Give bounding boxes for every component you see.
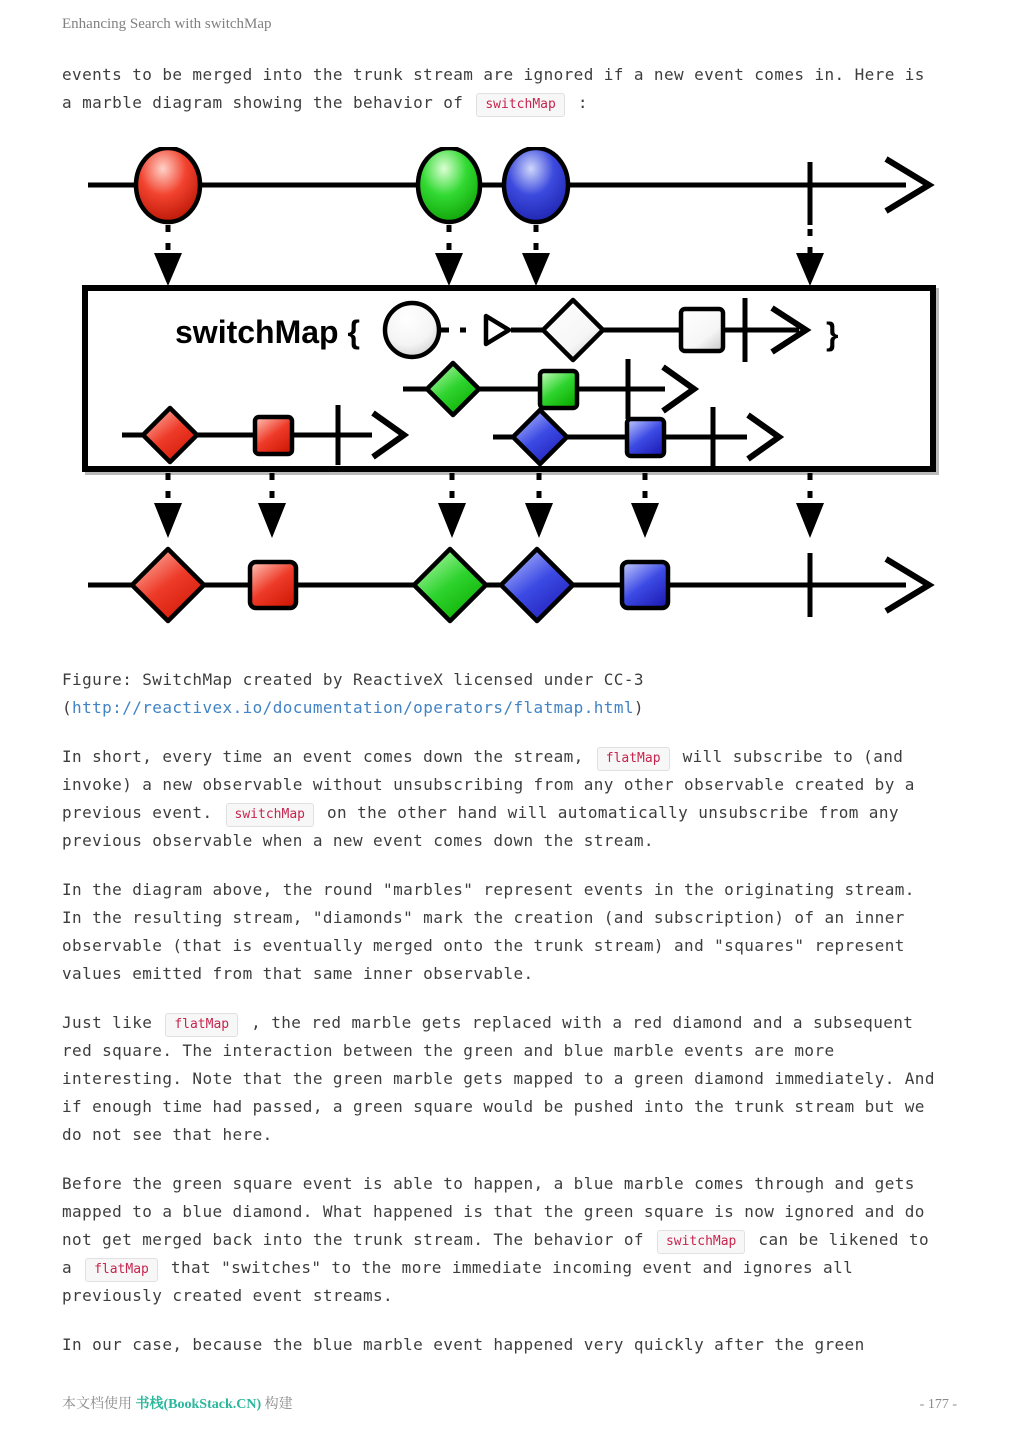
template-marble — [385, 303, 439, 357]
green-square — [540, 371, 577, 408]
paragraph-3 — [62, 1009, 942, 1149]
switchmap-operator-box — [85, 288, 933, 469]
p3-text: Just like — [62, 1013, 163, 1032]
page-number: - 177 - — [919, 1397, 957, 1412]
footer-build-note — [62, 1393, 293, 1413]
p1-text: In short, every time an event comes down the stream, — [62, 747, 594, 766]
switchmap-code-badge: switchMap — [476, 93, 564, 117]
red-marble — [136, 148, 200, 222]
output-red-square — [250, 562, 296, 608]
paren-close: ) — [633, 698, 644, 717]
red-square — [255, 417, 292, 454]
intro-paragraph — [62, 61, 942, 117]
p1-text: on the other hand will automatically unsubscribe from any previous observable when a new event comes down the stream. — [62, 803, 899, 850]
closing-brace: } — [826, 316, 839, 352]
output-green-diamond — [414, 549, 486, 621]
flatmap-code-badge: flatMap — [85, 1258, 158, 1282]
reactivex-link[interactable]: http://reactivex.io/documentation/operators/flatmap.html — [72, 698, 634, 717]
caption-text: Figure: SwitchMap created by ReactiveX licensed under CC-3 — [62, 670, 644, 689]
intro-text-tail: : — [567, 93, 588, 112]
operator-label: switchMap { — [175, 314, 360, 350]
p3-text: , the red marble gets replaced with a red diamond and a subsequent red square. The interaction between the green and blue marble events are more interesting. Note that the green marble gets mapped to a green diamond immediately. And if enough time had passed, a green square would be pushed into the trunk stream but we do not see that here. — [62, 1013, 935, 1144]
green-marble — [418, 148, 480, 222]
p4-text: Before the green square event is able to happen, a blue marble comes through and gets mapped to a blue diamond. What happened is that the green square is now ignored and do not get merged back into the trunk stream. The behavior of — [62, 1174, 925, 1249]
page-footer — [62, 1393, 957, 1413]
output-blue-diamond — [501, 549, 573, 621]
switchmap-code-badge: switchMap — [226, 803, 314, 827]
chapter-header: Enhancing Search with switchMap — [62, 16, 272, 32]
p4-text: can be likened to a — [62, 1230, 929, 1277]
paren-open: ( — [62, 698, 73, 717]
flatmap-code-badge: flatMap — [597, 747, 670, 771]
paragraph-5: In our case, because the blue marble event happened very quickly after the green — [62, 1335, 865, 1354]
bookstack-brand: 书栈(BookStack.CN) — [135, 1397, 262, 1412]
template-square — [681, 309, 723, 351]
output-connectors — [154, 473, 824, 538]
output-stream — [88, 549, 929, 621]
switchmap-marble-diagram — [0, 147, 1019, 647]
source-stream — [88, 148, 929, 225]
flatmap-code-badge: flatMap — [165, 1013, 238, 1037]
footer-suffix: 构建 — [261, 1397, 293, 1412]
intro-text: events to be merged into the trunk stream are ignored if a new event comes in. Here is a marble diagram showing the behavior of — [62, 65, 925, 112]
paragraph-4 — [62, 1170, 942, 1310]
switchmap-code-badge: switchMap — [657, 1230, 745, 1254]
blue-marble — [504, 148, 568, 222]
blue-square — [627, 419, 664, 456]
paragraph-1 — [62, 743, 942, 855]
footer-prefix: 本文档使用 — [62, 1397, 136, 1412]
output-blue-square — [622, 562, 668, 608]
figure-caption — [62, 666, 942, 722]
output-red-diamond — [132, 549, 204, 621]
input-connectors — [154, 225, 824, 286]
p1-text: will subscribe to (and invoke) a new observable without unsubscribing from any other observable created by a previous event. — [62, 747, 915, 822]
p4-text: that "switches" to the more immediate incoming event and ignores all previously created event streams. — [62, 1258, 854, 1305]
paragraph-2: In the diagram above, the round "marbles" represent events in the originating stream. In the resulting stream, "diamonds" mark the creation (and subscription) of an inner observable (that is eventually merged onto the trunk stream) and "squares" represent values emitted from that same inner observable. — [62, 880, 915, 983]
